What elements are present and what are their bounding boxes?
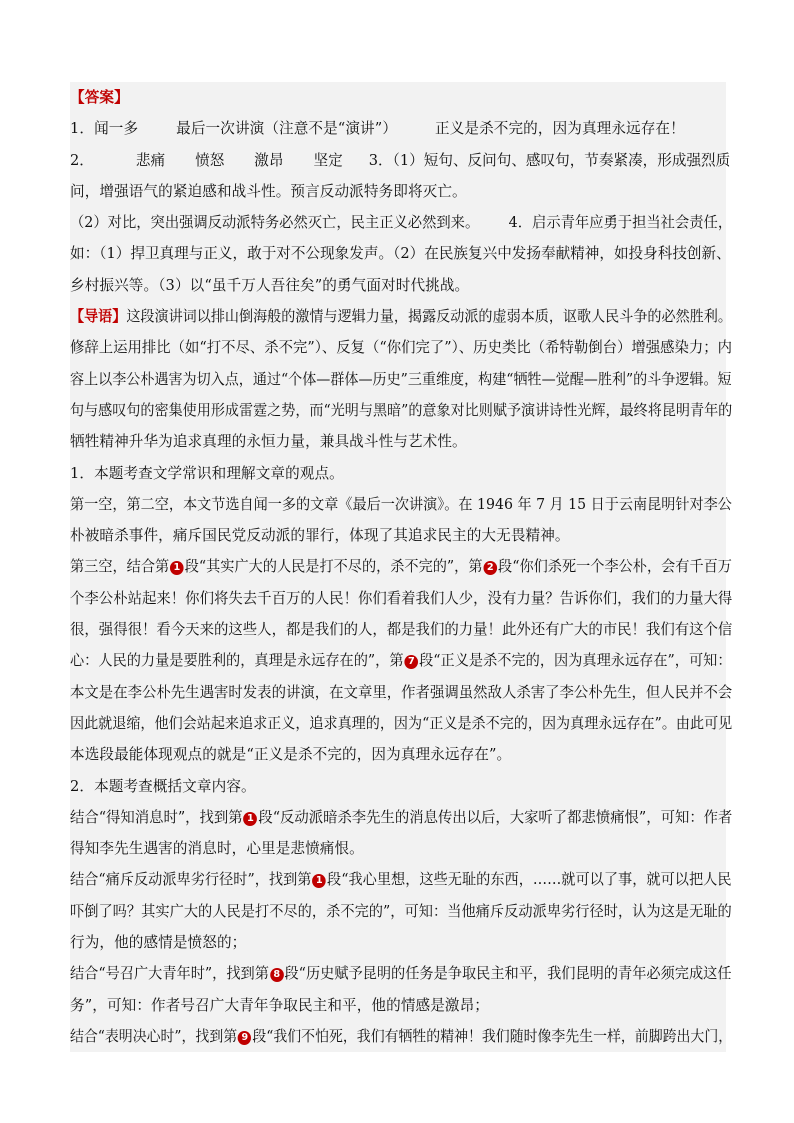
analysis-line: 结合“痛斥反动派卑劣行径时”，找到第 1 段“我心里想，这些无耻的东西，……就可以了事，就可以把人民: [70, 871, 732, 889]
paragraph-number-badge: 8: [270, 968, 284, 982]
guide-line-3: 容上以李公朴遇害为切入点，通过“个体—群体—历史”三重维度，构建“牺牲—觉醒—胜利”的斗争逻辑。短: [70, 370, 732, 388]
answer-line-4: （2）对比，突出强调反动派特务必然灭亡，民主正义必然到来。 4．启示青年应勇于担当社会责任，: [70, 214, 733, 232]
answer-heading: 【答案】: [70, 89, 129, 106]
guide-line-2: 修辞上运用排比（如“打不尽、杀不完”）、反复（“你们完了”）、历史类比（希特勒倒台）增强感染力；内: [70, 339, 732, 357]
paragraph-number-badge: 1: [170, 561, 184, 575]
guide-line-5: 牺牲精神升华为追求真理的永恒力量，兼具战斗性与艺术性。: [70, 433, 467, 451]
answer-block: [70, 82, 733, 1052]
analysis-line: 本选段最能体现观点的就是“正义是杀不完的，因为真理永远存在”。: [70, 746, 512, 764]
analysis-line: 务”，可知：作者号召广大青年争取民主和平，他的情感是激昂；: [70, 996, 489, 1014]
answer-line-3: 问，增强语气的紧迫感和战斗性。预言反动派特务即将灭亡。: [70, 182, 467, 200]
analysis-line: 个李公朴站起来！你们将失去千百万的人民！你们看着我们人少，没有力量？告诉你们，我们的力量大得: [70, 589, 733, 607]
answer-line-5: 如：（1）捍卫真理与正义，敢于对不公现象发声。（2）在民族复兴中发扬奉献精神，如投身科技创新、: [70, 245, 731, 263]
analysis-line: 因此就退缩，他们会站起来追求正义，追求真理的，因为“正义是杀不完的，因为真理永远存在”。由此可见: [70, 714, 733, 732]
analysis-line: 本文是在李公朴先生遇害时发表的讲演，在文章里，作者强调虽然敌人杀害了李公朴先生，但人民并不会: [70, 683, 733, 701]
paragraph-number-badge: 9: [238, 1031, 251, 1045]
analysis-line: 结合“号召广大青年时”，找到第 8 段“历史赋予昆明的任务是争取民主和平，我们昆明的青年必须完成这任: [70, 965, 732, 983]
answer-line-2: 2． 悲痛 愤怒 激昂 坚定 3．（1）短句、反问句、感叹句，节奏紧凑，形成强烈质: [70, 151, 731, 169]
analysis-line: 行为，他的感情是愤怒的；: [70, 934, 247, 952]
paragraph-number-badge: 1: [244, 812, 258, 826]
analysis-line: 吓倒了吗？其实广大的人民是打不尽的，杀不完的”，可知：当他痛斥反动派卑劣行径时，认为这是无耻的: [70, 902, 732, 920]
analysis-line: 心：人民的力量是要胜利的，真理是永远存在的”，第 7 段“正义是杀不完的，因为真理永远存在”，可知：: [70, 652, 732, 670]
analysis-line: 结合“得知消息时”，找到第 1 段“反动派暗杀李先生的消息传出以后，大家听了都悲愤痛恨”，可知：作者: [70, 808, 733, 826]
answer-line-1: 1．闻一多 最后一次讲演（注意不是“演讲”） 正义是杀不完的，因为真理永远存在！: [70, 120, 685, 138]
analysis-line: 第一空，第二空，本文节选自闻一多的文章《最后一次讲演》。在 1946 年 7 月 15 日于云南昆明针对李公: [70, 495, 732, 513]
paragraph-number-badge: 1: [312, 874, 326, 888]
paragraph-number-badge: 7: [405, 655, 419, 669]
paragraph-number-badge: 2: [483, 561, 497, 575]
guide-line-4: 句与感叹句的密集使用形成雷霆之势，而“光明与黑暗”的意象对比则赋予演讲诗性光辉，最终将昆明青年的: [70, 401, 733, 419]
analysis-line: 结合“表明决心时”，找到第 9 段“我们不怕死，我们有牺牲的精神！我们随时像李先生一样，前脚跨出大门，: [70, 1027, 733, 1045]
analysis-line: 得知李先生遇害的消息时，心里是悲愤痛恨。: [70, 840, 364, 858]
answer-line-6: 乡村振兴等。（3）以“虽千万人吾往矣”的勇气面对时代挑战。: [70, 276, 470, 294]
analysis-line: 朴被暗杀事件，痛斥国民党反动派的罪行，体现了其追求民主的大无畏精神。: [70, 527, 570, 545]
analysis-line: 第三空，结合第 1 段“其实广大的人民是打不尽的，杀不完的”，第 2 段“你们杀死一个李公朴，会有千百万: [70, 558, 732, 576]
analysis-q1-title: 1．本题考查文学常识和理解文章的观点。: [70, 464, 344, 482]
analysis-line: 很，强得很！看今天来的这些人，都是我们的人，都是我们的力量！此外还有广大的市民！我们有这个信: [70, 621, 733, 639]
analysis-q2-title: 2．本题考查概括文章内容。: [70, 777, 256, 795]
guide-line-1: 【导语】这段演讲词以排山倒海般的激情与逻辑力量，揭露反动派的虚弱本质，讴歌人民斗争的必然胜利。: [70, 308, 732, 326]
